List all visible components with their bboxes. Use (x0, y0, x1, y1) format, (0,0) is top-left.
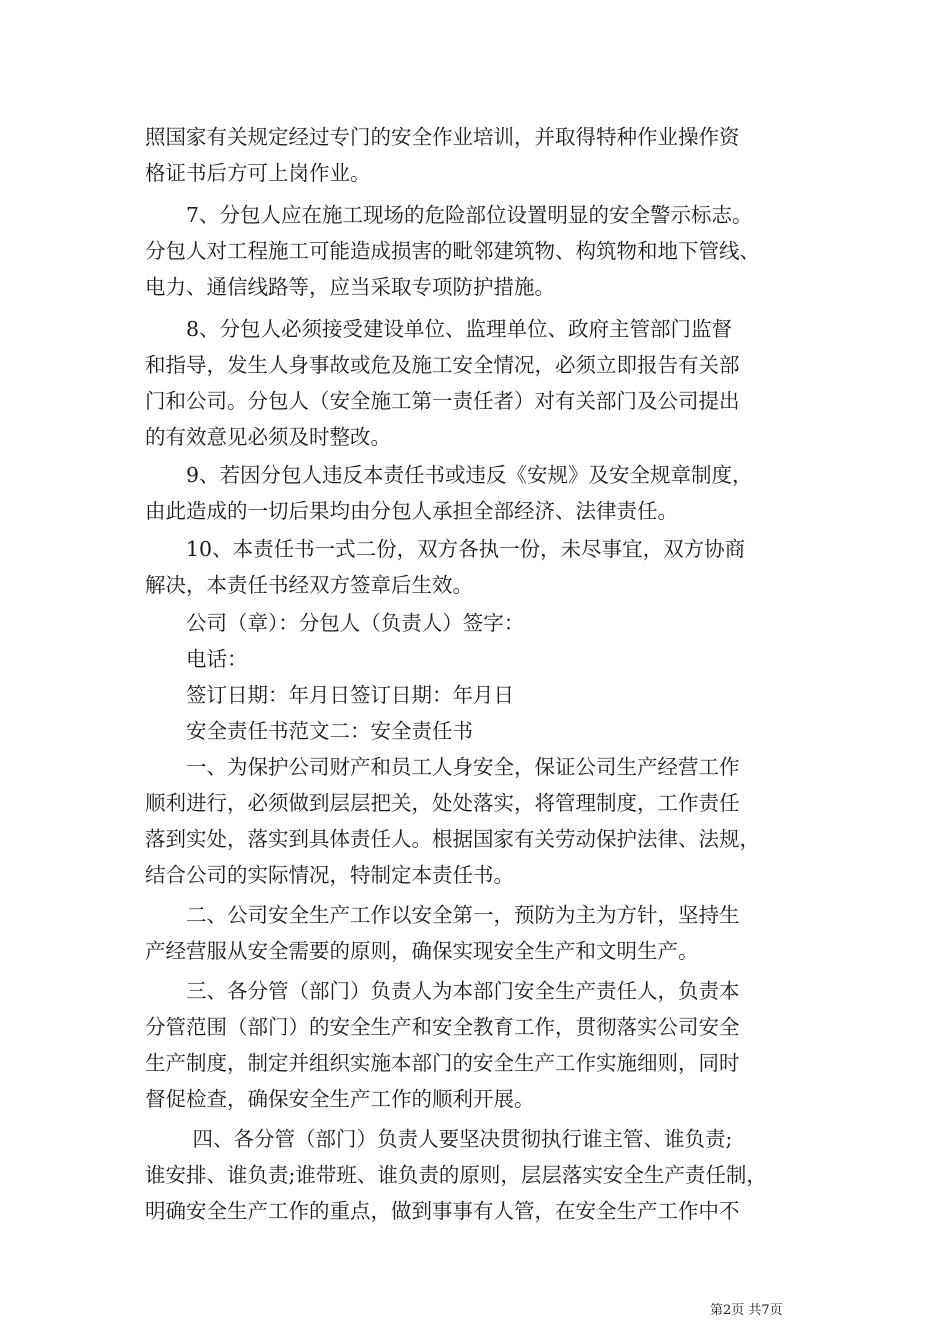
text-line: 9、若因分包人违反本责任书或违反《安规》及安全规章制度， (145, 463, 753, 487)
text-line: 分管范围（部门）的安全生产和安全教育工作，贯彻落实公司安全 (145, 1015, 740, 1039)
text-line: 顺利进行，必须做到层层把关，处处落实，将管理制度，工作责任 (145, 791, 740, 815)
signature-line: 公司（章）：分包人（负责人）签字： (145, 611, 525, 635)
text-line: 三、各分管（部门）负责人为本部门安全生产责任人，负责本 (145, 979, 740, 1003)
text-line: 10、本责任书一式二份，双方各执一份，未尽事宜，双方协商 (145, 537, 746, 561)
page-number: 第2页 共7页 (710, 1303, 783, 1318)
text-line: 门和公司。分包人（安全施工第一责任者）对有关部门及公司提出 (145, 389, 740, 413)
text-line: 的有效意见必须及时整改。 (145, 425, 391, 449)
text-line: 分包人对工程施工可能造成损害的毗邻建筑物、构筑物和地下管线、 (145, 239, 760, 263)
text-line: 产经营服从安全需要的原则，确保实现安全生产和文明生产。 (145, 939, 699, 963)
text-line: 解决，本责任书经双方签章后生效。 (145, 573, 473, 597)
text-line: 二、公司安全生产工作以安全第一，预防为主为方针，坚持生 (145, 903, 740, 927)
text-line: 由此造成的一切后果均由分包人承担全部经济、法律责任。 (145, 499, 678, 523)
text-line: 四、各分管（部门）负责人要坚决贯彻执行谁主管、谁负责; (145, 1127, 733, 1151)
text-line: 8、分包人必须接受建设单位、监理单位、政府主管部门监督 (145, 317, 733, 341)
text-line: 明确安全生产工作的重点，做到事事有人管，在安全生产工作中不 (145, 1199, 740, 1223)
text-line: 照国家有关规定经过专门的安全作业培训，并取得特种作业操作资 (145, 125, 740, 149)
text-line: 落到实处，落实到具体责任人。根据国家有关劳动保护法律、法规， (145, 827, 760, 851)
text-line: 电力、通信线路等，应当采取专项防护措施。 (145, 275, 555, 299)
text-line: 和指导，发生人身事故或危及施工安全情况，必须立即报告有关部 (145, 353, 740, 377)
sign-date-line: 签订日期：年月日签订日期：年月日 (145, 683, 514, 707)
section-title: 安全责任书范文二：安全责任书 (145, 719, 473, 743)
text-line: 谁安排、谁负责;谁带班、谁负责的原则，层层落实安全生产责任制， (145, 1163, 767, 1187)
text-line: 7、分包人应在施工现场的危险部位设置明显的安全警示标志。 (145, 203, 753, 227)
phone-line: 电话： (145, 647, 248, 671)
text-line: 生产制度，制定并组织实施本部门的安全生产工作实施细则，同时 (145, 1051, 740, 1075)
text-line: 督促检查，确保安全生产工作的顺利开展。 (145, 1087, 535, 1111)
text-line: 一、为保护公司财产和员工人身安全，保证公司生产经营工作 (145, 755, 740, 779)
text-line: 格证书后方可上岗作业。 (145, 161, 371, 185)
text-line: 结合公司的实际情况，特制定本责任书。 (145, 863, 514, 887)
